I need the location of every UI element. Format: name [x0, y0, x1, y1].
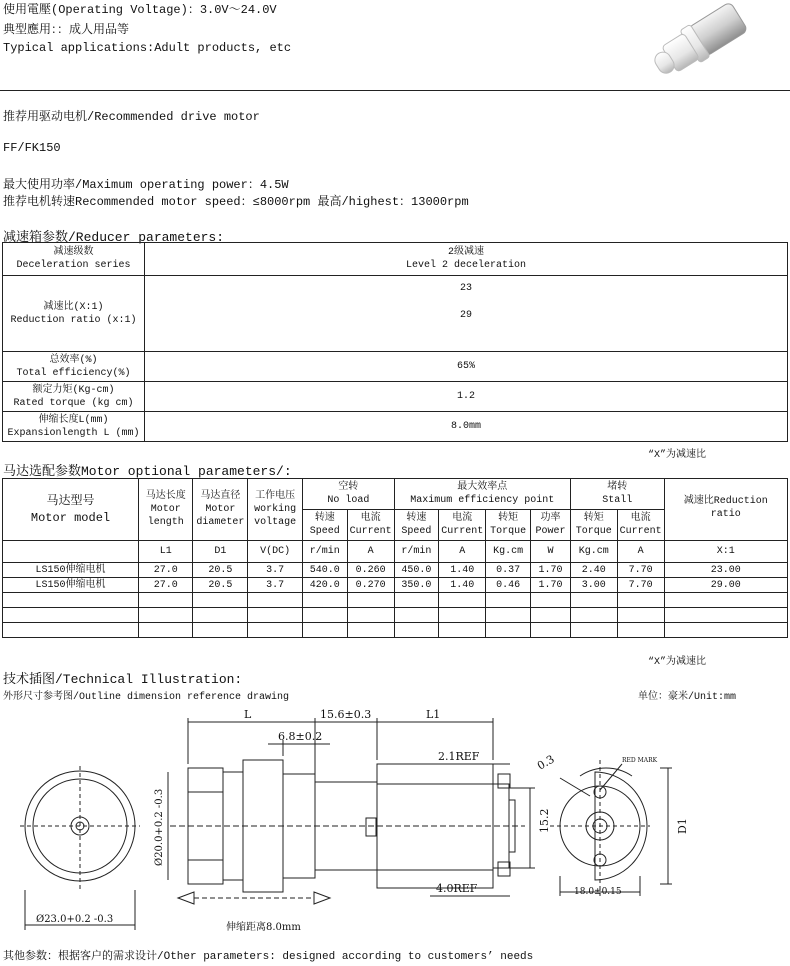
unit-cell: Kg.cm	[486, 541, 531, 563]
col-voltage-label: 工作电压	[255, 491, 296, 502]
noload-en: No load	[327, 495, 370, 506]
stroke-label: 伸缩距离8.0mm	[226, 922, 301, 933]
red-mark-label: RED MARK	[622, 757, 658, 764]
col-length-label: 马达长度	[145, 491, 186, 502]
sub-current-en: Current	[441, 526, 484, 537]
unit-cell: r/min	[303, 541, 348, 563]
unit-cell: V(DC)	[248, 541, 303, 563]
ratio-header-en: ratio	[710, 509, 741, 520]
stall-cn: 堵转	[607, 482, 628, 493]
motor-model-en: Motor model	[30, 510, 111, 525]
col-voltage-label: working	[254, 504, 297, 515]
table-row	[3, 563, 788, 578]
expansion-value: 8.0mm	[145, 412, 788, 442]
sub-speed-cn: 转速	[406, 513, 427, 524]
footer-note: 其他参数：根据客户的需求设计/Other parameters: designed according to customers’ needs	[3, 951, 534, 963]
cell: 23.00	[664, 563, 787, 578]
motor-note: “X”为减速比	[648, 657, 707, 668]
cell: 0.46	[486, 578, 531, 593]
noload-cn: 空转	[338, 482, 359, 493]
reducer-heading: 减速箱参数/Reducer parameters:	[3, 230, 225, 245]
table-row	[3, 578, 788, 593]
cell-model: LS150伸缩电机	[3, 578, 139, 593]
cell: 3.7	[248, 578, 303, 593]
cell: 1.70	[531, 563, 571, 578]
drive-speed: 推荐电机转速Recommended motor speed：≤8000rpm 最高/highest：13000rpm	[3, 195, 469, 209]
cell: 20.5	[193, 563, 248, 578]
cell: 3.7	[248, 563, 303, 578]
table-row	[3, 608, 788, 623]
sub-current-en: Current	[349, 526, 392, 537]
reducer-value-cn: 2级减速	[447, 247, 484, 258]
dim-4-0ref: 4.0REF	[436, 882, 478, 895]
reducer-label-en: Deceleration series	[16, 260, 131, 271]
dim-2-1ref: 2.1REF	[438, 750, 480, 763]
stall-en: Stall	[602, 495, 633, 506]
cell: 29.00	[664, 578, 787, 593]
drive-power: 最大使用功率/Maximum operating power：4.5W	[3, 178, 289, 192]
sub-torque-en: Torque	[490, 526, 527, 537]
illustration-subheading: 外形尺寸参考图/Outline dimension reference drawing	[3, 692, 290, 703]
application-en: Typical applications:Adult products, etc	[3, 41, 292, 55]
ratio-header-cn: 减速比Reduction	[683, 496, 768, 507]
illustration-heading: 技术插图/Technical Illustration:	[3, 672, 243, 687]
dim-6-8: 6.8±0.2	[278, 730, 323, 743]
motor-model-cn: 马达型号	[46, 493, 95, 508]
reducer-label-en: Reduction ratio (x:1)	[10, 314, 137, 326]
unit-cell: W	[531, 541, 571, 563]
cell: 20.5	[193, 578, 248, 593]
col-voltage-label: voltage	[254, 517, 297, 528]
reducer-label-en: Expansionlength L (mm)	[7, 427, 140, 439]
reducer-table	[2, 242, 788, 442]
reducer-note: “X”为减速比	[648, 450, 707, 461]
sub-current-cn: 电流	[630, 513, 651, 524]
cell: 350.0	[394, 578, 439, 593]
dim-l: L	[244, 708, 252, 721]
cell: 450.0	[394, 563, 439, 578]
ratio-value: 29	[459, 310, 472, 321]
outline-drawing	[0, 700, 790, 938]
unit-cell: A	[347, 541, 394, 563]
ratio-value: 23	[459, 283, 472, 294]
product-photo	[640, 0, 760, 88]
cell: 0.37	[486, 563, 531, 578]
sub-speed-en: Speed	[401, 526, 432, 537]
reducer-label-cn: 减速比(X:1)	[43, 301, 104, 313]
cell: 3.00	[570, 578, 617, 593]
drive-model: FF/FK150	[3, 141, 61, 155]
cell: 2.40	[570, 563, 617, 578]
unit-cell: X:1	[664, 541, 787, 563]
drive-heading: 推荐用驱动电机/Recommended drive motor	[3, 110, 260, 124]
sub-torque-cn: 转矩	[498, 513, 519, 524]
reducer-label-cn: 额定力矩(Kg-cm)	[32, 384, 115, 396]
unit-cell: A	[617, 541, 664, 563]
maxeff-cn: 最大效率点	[457, 482, 508, 493]
cell-model: LS150伸缩电机	[3, 563, 139, 578]
cell: 1.40	[439, 578, 486, 593]
motor-table	[2, 478, 788, 638]
unit-cell: L1	[139, 541, 193, 563]
dim-d1: D1	[676, 818, 689, 834]
sub-speed-cn: 转速	[314, 513, 335, 524]
cell: 27.0	[139, 578, 193, 593]
reducer-label-cn: 减速级数	[53, 247, 94, 258]
voltage-spec: 使用電壓(Operating Voltage)：3.0V～24.0V	[3, 3, 277, 17]
unit-cell: r/min	[394, 541, 439, 563]
reducer-value-en: Level 2 deceleration	[405, 260, 527, 271]
reducer-label-en: Total efficiency(%)	[16, 367, 131, 379]
cell: 0.270	[347, 578, 394, 593]
cell: 540.0	[303, 563, 348, 578]
efficiency-value: 65%	[145, 352, 788, 382]
unit-label: 单位：豪米/Unit:mm	[638, 692, 737, 703]
application-cn: 典型應用：：成人用品等	[3, 23, 130, 37]
dim-dia-23: Ø23.0+0.2 -0.3	[36, 914, 114, 925]
sub-power-cn: 功率	[540, 513, 561, 524]
cell: 0.260	[347, 563, 394, 578]
table-row	[3, 623, 788, 638]
motor-heading: 马达选配参数Motor optional parameters/:	[3, 464, 292, 479]
cell: 1.40	[439, 563, 486, 578]
cell: 7.70	[617, 578, 664, 593]
cell: 1.70	[531, 578, 571, 593]
sub-speed-en: Speed	[309, 526, 340, 537]
cell: 7.70	[617, 563, 664, 578]
dim-0-3: 0.3	[535, 752, 557, 773]
reducer-label-en: Rated torque (kg cm)	[13, 397, 134, 409]
sub-current-cn: 电流	[452, 513, 473, 524]
unit-cell: Kg.cm	[570, 541, 617, 563]
torque-value: 1.2	[145, 382, 788, 412]
dim-18-0: 18.0±0.15	[574, 887, 622, 897]
sub-torque-cn: 转矩	[583, 513, 604, 524]
dim-15-2: 15.2	[538, 808, 551, 833]
table-row	[3, 593, 788, 608]
dim-15-6: 15.6±0.3	[320, 708, 372, 721]
cell: 420.0	[303, 578, 348, 593]
sub-torque-en: Torque	[575, 526, 612, 537]
maxeff-en: Maximum efficiency point	[410, 495, 555, 506]
cell: 27.0	[139, 563, 193, 578]
reducer-label-cn: 总效率(%)	[49, 354, 98, 366]
unit-cell: A	[439, 541, 486, 563]
reducer-label-cn: 伸缩长度L(mm)	[38, 414, 109, 426]
unit-cell: D1	[193, 541, 248, 563]
sub-current-cn: 电流	[360, 513, 381, 524]
col-diameter-label: Motor	[205, 504, 236, 515]
col-diameter-label: diameter	[196, 517, 245, 528]
col-length-label: length	[147, 517, 184, 528]
col-length-label: Motor	[150, 504, 181, 515]
dim-l1: L1	[426, 708, 441, 721]
sub-power-en: Power	[535, 526, 566, 537]
col-diameter-label: 马达直径	[200, 491, 241, 502]
sub-current-en: Current	[619, 526, 662, 537]
dim-dia-20: Ø20.0+0.2 -0.3	[154, 788, 165, 866]
